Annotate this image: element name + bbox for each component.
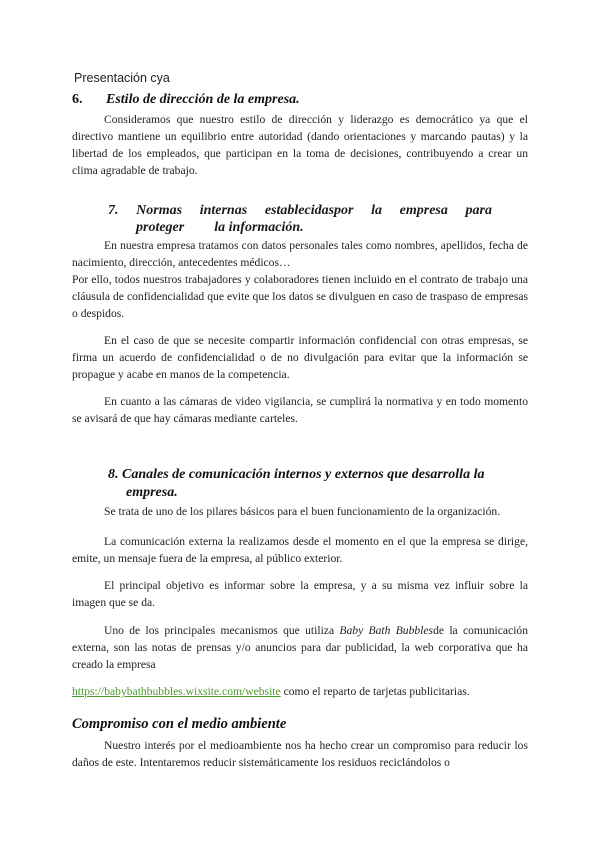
section-7-title-line2 <box>136 220 334 236</box>
section-8-title-line2: empresa. <box>126 485 178 500</box>
section-8-paragraph-4-text-a: Uno de los principales mecanismos que utiliza <box>104 624 340 637</box>
environment-heading: Compromiso con el medio ambiente <box>72 716 287 732</box>
section-8-paragraph-2: La comunicación externa la realizamos desde el momento en el que la empresa se dirige, emite, un mensaje fuera de la empresa, al público exterior. <box>72 535 528 565</box>
section-7-paragraph-4: En cuanto a las cámaras de video vigilancia, se cumplirá la normativa y en todo momento se avisará de que hay cámaras mediante carteles. <box>72 395 528 425</box>
page-header: Presentación cya <box>74 71 170 85</box>
section-6-title: Estilo de dirección de la empresa. <box>106 92 300 107</box>
section-7-paragraph-2: Por ello, todos nuestros trabajadores y colaboradores tienen incluido en el contrato de trabajo una cláusula de confidencialidad que evite que los datos se divulguen en caso de traspaso de empresas o despidos. <box>72 273 528 320</box>
section-8-paragraph-1: Se trata de uno de los pilares básicos para el buen funcionamiento de la organización. <box>104 505 501 518</box>
brand-name: Baby Bath Bubbles <box>339 624 434 637</box>
section-6-heading <box>72 92 300 108</box>
environment-paragraph: Nuestro interés por el medioambiente nos ha hecho crear un compromiso para reducir los daños de este. Intentaremos reducir sistemáticamente los residuos reciclándolos o <box>72 739 528 769</box>
section-8-paragraph-4-text-b: de la comunicación externa, son las notas de prensas y/o anuncios para dar publicidad, la web corporativa que ha creado la empresa <box>72 624 529 671</box>
section-7-paragraph-1: En nuestra empresa tratamos con datos personales tales como nombres, apellidos, fecha de nacimiento, dirección, antecedentes médicos… <box>72 239 528 269</box>
section-7-title-word-informacion: la información. <box>214 220 304 235</box>
section-8-link-after: como el reparto de tarjetas publicitarias. <box>280 685 470 698</box>
section-8-paragraph-3: El principal objetivo es informar sobre la empresa, y a su misma vez influir sobre la imagen que se da. <box>72 579 528 609</box>
section-8-link-line <box>72 683 528 700</box>
section-6-number: 6. <box>72 92 83 107</box>
section-8-paragraph-4 <box>72 622 528 673</box>
section-7-paragraph-3: En el caso de que se necesite compartir información confidencial con otras empresas, se firma un acuerdo de confidencialidad o de no divulgación para evitar que la información se propague y acabe en manos de la competencia. <box>72 334 528 381</box>
section-7-title-line1: 7. Normas internas establecidaspor la empresa para <box>108 203 492 218</box>
section-8-title-line1: 8. Canales de comunicación internos y externos que desarrolla la <box>108 467 485 482</box>
section-6-paragraph: Consideramos que nuestro estilo de dirección y liderazgo es democrático ya que el directivo mantiene un equilibrio entre autoridad (dando orientaciones y marcando pautas) y la libertad de los empleados, que participan en la toma de decisiones, contribuyendo a crear un clima agradable de trabajo. <box>72 113 528 177</box>
section-7-title-word-proteger: proteger <box>136 220 185 235</box>
website-link[interactable]: https://babybathbubbles.wixsite.com/website <box>72 685 281 698</box>
